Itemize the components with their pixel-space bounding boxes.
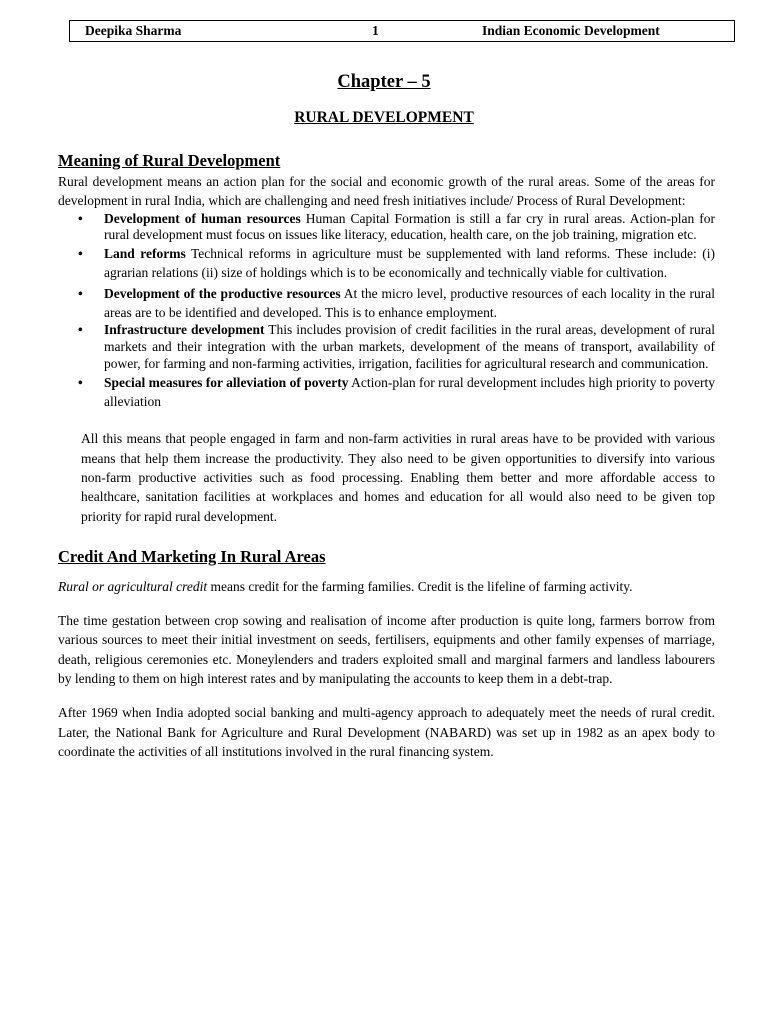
section-heading-meaning: Meaning of Rural Development: [58, 151, 281, 170]
page-header: [69, 20, 735, 42]
list-item-text: At the micro level, productive resources of each locality in the rural areas are to be identified and developed. This is to enhance employment.: [104, 285, 715, 321]
bullet-icon: •: [78, 322, 83, 338]
bullet-icon: •: [78, 210, 83, 226]
list-item-text: Human Capital Formation is still a far cry in rural areas. Action-plan for rural development must focus on issues like literacy, education, health care, on the job training, migration etc.: [104, 210, 715, 243]
bullet-icon: •: [78, 285, 83, 301]
nabard-paragraph: After 1969 when India adopted social banking and multi-agency approach to adequately meet the needs of rural credit. Later, the National Bank for Agriculture and Rural Development (NABARD) was set up in 1982 as an apex body to coordinate the activities of all institutions involved in the rural financing system.: [58, 705, 715, 759]
chapter-subtitle: RURAL DEVELOPMENT: [294, 109, 474, 126]
credit-definition-text: means credit for the farming families. Credit is the lifeline of farming activity.: [207, 578, 633, 594]
summary-paragraph: All this means that people engaged in farm and non-farm activities in rural areas have to be provided with various means that help them increase the productivity. They also need to be given opportunities to diversify into various non-farm productive activities such as food processing. Enabling them better and more affordable access to healthcare, sanitation facilities at workplaces and homes and education for all would also need to be given top priority for rapid rural development.: [81, 431, 715, 524]
list-item-term: Development of human resources: [104, 210, 301, 226]
page-content: [58, 150, 715, 761]
list-item: [78, 244, 716, 283]
credit-definition-paragraph: [58, 577, 715, 596]
list-item-term: Infrastructure development: [104, 322, 265, 338]
list-item-text: This includes provision of credit facilities in the rural areas, development of rural markets and their integration with the urban markets, development of the means of transport, availability of power, for farming and non-farming activities, irrigation, facilities for agricultural research and communication.: [104, 322, 715, 371]
list-item: [78, 322, 715, 372]
list-item: [78, 284, 715, 323]
list-item-text: Action-plan for rural development includes high priority to poverty alleviation: [104, 374, 715, 410]
list-item-term: Development of the productive resources: [104, 285, 341, 301]
intro-paragraph: Rural development means an action plan for the social and economic growth of the rural areas. Some of the areas for development in rural India, which are challenging and need fresh initiatives include/ Process of Rural Development:: [58, 174, 715, 209]
chapter-title: Chapter – 5: [337, 72, 431, 92]
bullet-icon: •: [78, 374, 83, 390]
list-item: [78, 373, 715, 412]
header-page-number: 1: [372, 23, 379, 38]
header-subject: Indian Economic Development: [482, 23, 660, 38]
header-author: Deepika Sharma: [85, 23, 182, 38]
bullet-icon: •: [78, 246, 83, 262]
process-list: [58, 211, 715, 412]
gestation-paragraph: The time gestation between crop sowing and realisation of income after production is quite long, farmers borrow from various sources to meet their initial investment on seeds, fertilisers, equipments and other family expenses of marriage, death, religious ceremonies etc. Moneylenders and traders exploited small and marginal farmers and landless labourers by lending to them on high interest rates and by manipulating the accounts to keep them in a debt-trap.: [58, 613, 715, 687]
section-heading-credit: Credit And Marketing In Rural Areas: [58, 546, 326, 566]
list-item-text: Technical reforms in agriculture must be supplemented with land reforms. These include: (i) agrarian relations (ii) size of holdings which is to be economically and technically viable for cultivation.: [104, 246, 716, 281]
list-item-term: Land reforms: [104, 246, 186, 262]
list-item: [78, 210, 715, 245]
credit-term: Rural or agricultural credit: [58, 578, 208, 594]
list-item-term: Special measures for alleviation of poverty: [104, 374, 349, 390]
